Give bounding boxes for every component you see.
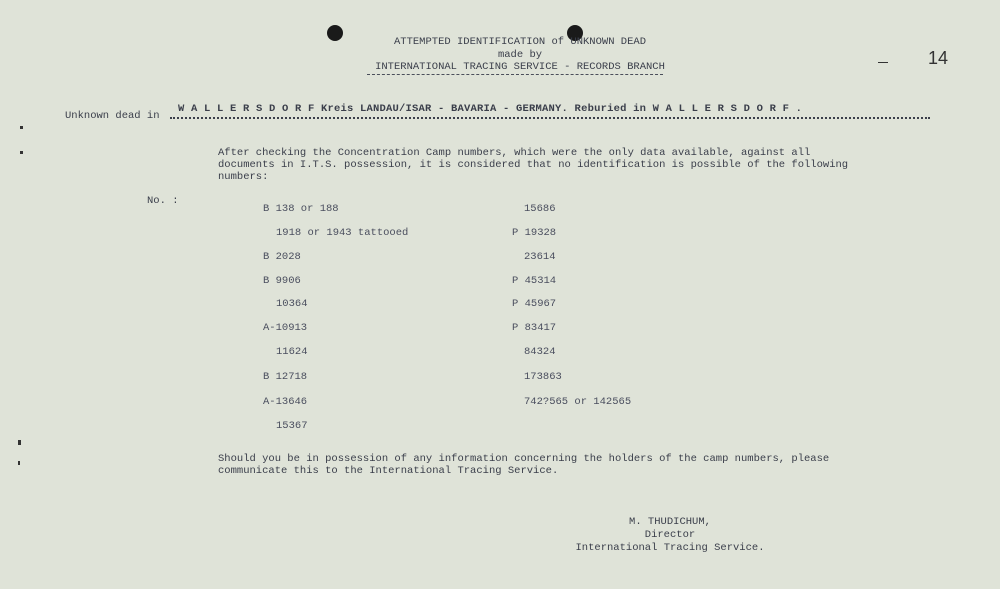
camp-number: 15367 [276, 420, 308, 432]
location-dotted-line [170, 117, 930, 119]
camp-number: 173863 [524, 371, 562, 383]
margin-mark [18, 461, 20, 465]
location-text: W A L L E R S D O R F Kreis LANDAU/ISAR - BAVARIA - GERMANY. Reburied in W A L L E R S D O R F . [178, 103, 803, 115]
camp-number: 742?565 or 142565 [524, 396, 632, 408]
camp-number: P 83417 [512, 322, 557, 334]
camp-number: 15686 [524, 203, 556, 215]
camp-number: P 45967 [512, 298, 557, 310]
camp-number: 84324 [524, 346, 556, 358]
signatory-title: Director [644, 529, 696, 541]
margin-mark [20, 126, 23, 129]
page-number-dash [878, 62, 888, 63]
location-label: Unknown dead in [65, 110, 160, 122]
camp-number: A-13646 [263, 396, 308, 408]
closing-paragraph: Should you be in possession of any information concerning the holders of the camp numbers, please communicate this to the International Tracing Service. [218, 453, 830, 477]
camp-number: P 45314 [512, 275, 557, 287]
camp-number: P 19328 [512, 227, 557, 239]
camp-number: 11624 [276, 346, 308, 358]
signatory-name: M. THUDICHUM, [629, 516, 711, 528]
camp-number: 23614 [524, 251, 556, 263]
camp-number: B 9906 [263, 275, 301, 287]
header-subtitle: made by [497, 49, 543, 61]
header-title: ATTEMPTED IDENTIFICATION of UNKNOWN DEAD [393, 36, 647, 48]
camp-number: B 12718 [263, 371, 308, 383]
camp-number: B 138 or 188 [263, 203, 339, 215]
margin-mark [18, 440, 21, 445]
camp-number: 10364 [276, 298, 308, 310]
signatory-organization: International Tracing Service. [575, 542, 765, 554]
page-number: 14 [928, 48, 949, 68]
camp-number: B 2028 [263, 251, 301, 263]
header-organization: INTERNATIONAL TRACING SERVICE - RECORDS BRANCH [375, 61, 665, 73]
header-underline [367, 74, 663, 75]
camp-number: A-10913 [263, 322, 308, 334]
camp-number: 1918 or 1943 tattooed [276, 227, 409, 239]
intro-paragraph: After checking the Concentration Camp numbers, which were the only data available, against all documents in I.T.S. possession, it is considered that no identification is possible of the following numbers: [218, 147, 849, 183]
margin-mark [20, 151, 23, 154]
numbers-label: No. : [147, 195, 179, 207]
